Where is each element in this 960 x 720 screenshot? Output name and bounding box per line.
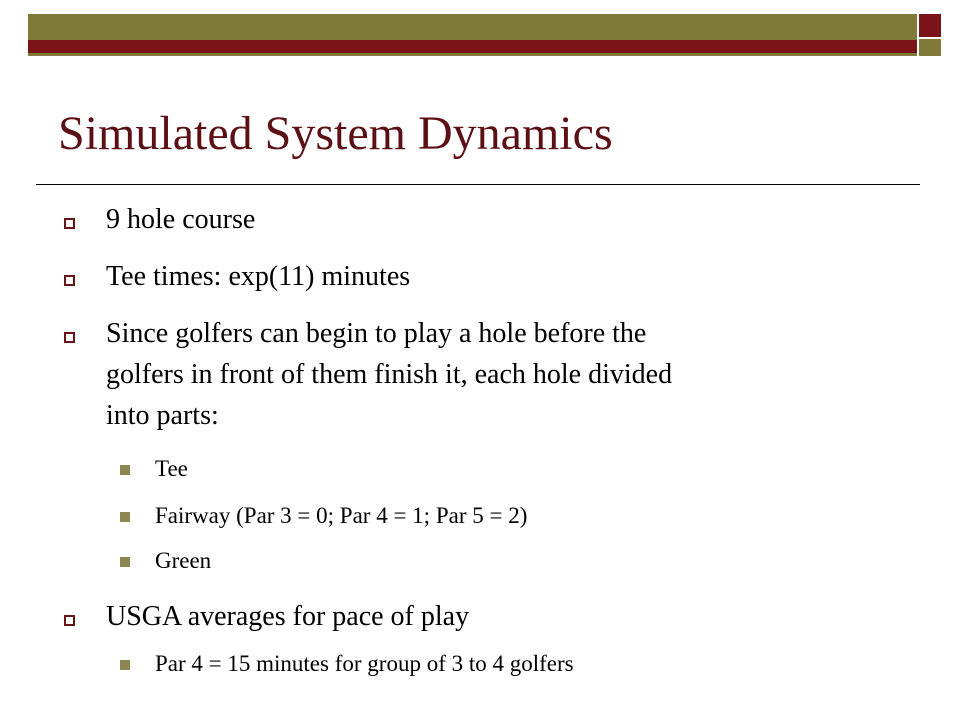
bullet-3-line-1: Since golfers can begin to play a hole before the (106, 318, 647, 349)
sub-bullet-icon (120, 660, 130, 670)
square-bullet-icon (64, 275, 75, 286)
slide-title: Simulated System Dynamics (58, 107, 613, 160)
sub-bullet-icon (120, 512, 130, 522)
bullet-3-line-2: golfers in front of them finish it, each hole divided (106, 359, 673, 390)
sub-bullet-icon (120, 465, 130, 475)
bullet-1-text: 9 hole course (106, 204, 256, 235)
header-bar-red (28, 40, 917, 53)
sub-bullet-green: Green (155, 548, 212, 573)
bullet-4-text: USGA averages for pace of play (106, 601, 470, 632)
sub-bullet-tee: Tee (155, 456, 188, 481)
sub-bullet-fairway: Fairway (Par 3 = 0; Par 4 = 1; Par 5 = 2) (155, 503, 528, 528)
square-bullet-icon (64, 218, 75, 229)
corner-block-red (919, 14, 941, 37)
square-bullet-icon (64, 332, 75, 343)
bullet-3-line-3: into parts: (106, 400, 219, 431)
title-divider (36, 184, 920, 185)
bullet-2-text: Tee times: exp(11) minutes (106, 261, 411, 292)
sub-bullet-par4: Par 4 = 15 minutes for group of 3 to 4 golfers (155, 651, 574, 676)
square-bullet-icon (64, 615, 75, 626)
corner-block-olive (919, 39, 941, 56)
sub-bullet-icon (120, 557, 130, 567)
